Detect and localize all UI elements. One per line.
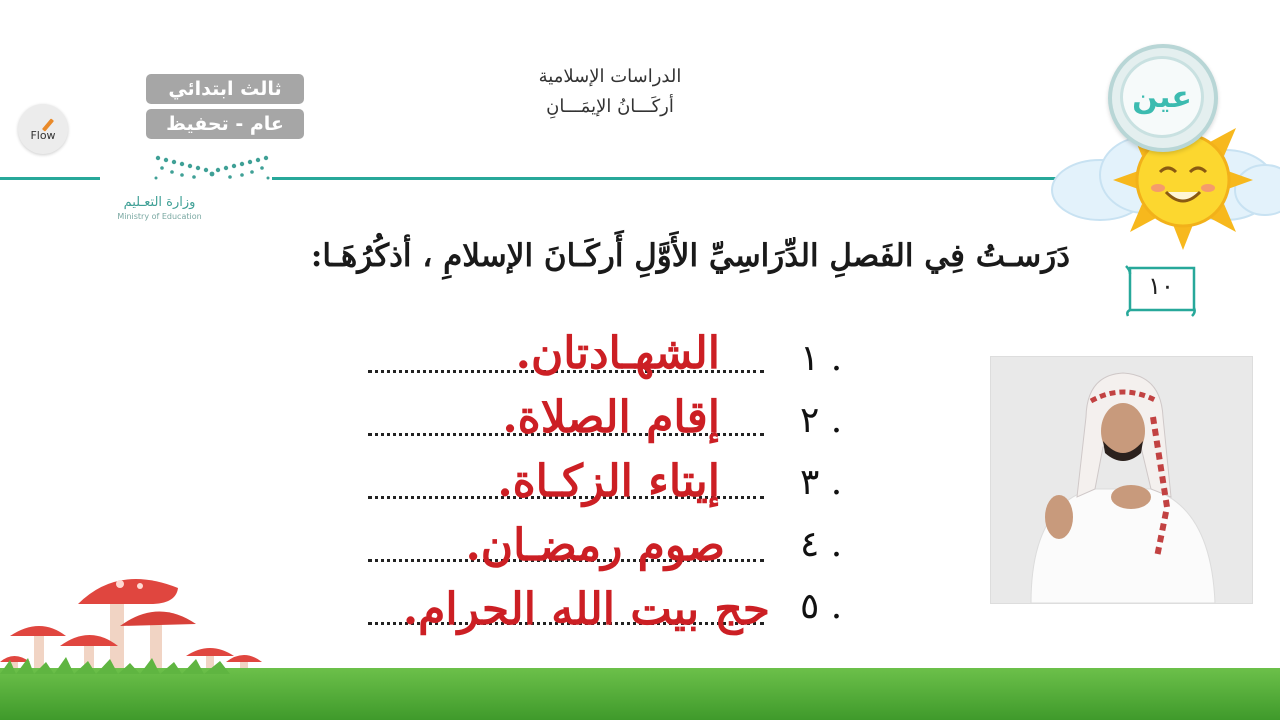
ministry-logo-icon xyxy=(150,152,274,186)
channel-logo-text: عين xyxy=(1120,56,1204,138)
header-divider-right xyxy=(272,177,1072,180)
answer-text: إيتاء الزكـاة. xyxy=(497,456,720,507)
unit-title: أركَـــانُ الإيمَـــانِ xyxy=(546,96,674,117)
question-text: دَرَسـتُ فِي الفَصلِ الدِّرَاسِيِّ الأَوَّلِ أَركَـانَ الإسلامِ ، أذكُرُهَـا: xyxy=(310,238,1070,274)
answer-text: حج بيت الله الحرام. xyxy=(402,584,770,635)
header-divider-left xyxy=(0,177,100,180)
grade-badge: ثالث ابتدائي xyxy=(146,74,304,104)
flow-label: Flow xyxy=(30,128,56,142)
subject-title: الدراسات الإسلامية xyxy=(538,66,682,87)
interpreter-video xyxy=(990,356,1253,604)
item-number: ١ . xyxy=(800,338,843,379)
item-number: ٤ . xyxy=(800,524,843,565)
item-number: ٢ . xyxy=(800,400,843,441)
interpreter-figure-icon xyxy=(991,357,1252,603)
grass-decoration xyxy=(0,668,1280,720)
item-number: ٣ . xyxy=(800,462,843,503)
ministry-name-en: Ministry of Education xyxy=(117,212,202,221)
item-number: ٥ . xyxy=(800,586,843,627)
channel-logo xyxy=(1108,44,1218,152)
flow-button[interactable] xyxy=(18,104,68,154)
answer-text: الشهـادتان. xyxy=(515,328,720,379)
answer-text: صوم رمضـان. xyxy=(465,520,725,571)
ministry-name-ar: وزارة التعـليم xyxy=(123,195,196,210)
track-badge: عام - تحفيظ xyxy=(146,109,304,139)
page-number: ١٠ xyxy=(1148,272,1174,300)
answer-text: إقام الصلاة. xyxy=(502,392,720,443)
grass-blades-icon xyxy=(0,654,1280,674)
